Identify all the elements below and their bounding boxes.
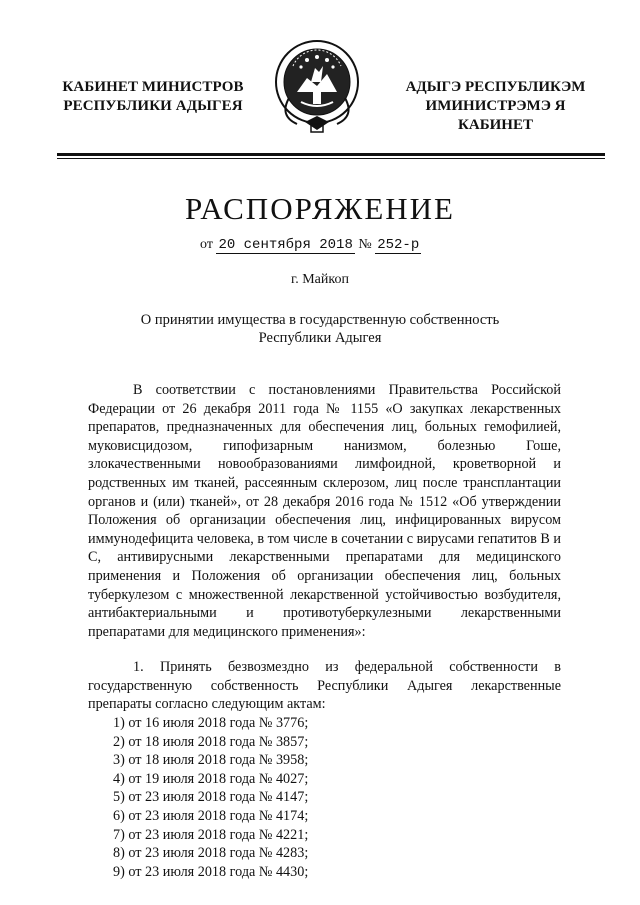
list-item: 1) от 16 июля 2018 года № 3776; (113, 715, 309, 731)
date-prefix: от (200, 237, 213, 252)
list-item: 5) от 23 июля 2018 года № 4147; (113, 789, 309, 806)
issuer-name-russian-line1: КАБИНЕТ МИНИСТРОВ (62, 79, 244, 95)
list-item: 7) от 23 июля 2018 года № 4221; (113, 826, 309, 843)
acts-list (113, 714, 308, 881)
document-city: г. Майкоп (291, 272, 349, 287)
list-item: 2) от 18 июля 2018 года № 3857; (113, 733, 309, 750)
number-sign: № (358, 237, 372, 252)
document-title: РАСПОРЯЖЕНИЕ (185, 191, 455, 226)
preamble-paragraph: В соответствии с постановлениями Правительства Российской Федерации от 26 декабря 2011 года № 1155 «О закупках лекарственных препаратов, предназначенных для обеспечения лиц, больных гемофилией, муковисцидозом, гипофизарным нанизмом, болезнью Гоше, злокачественными новообразованиями лимфоидной, кроветворной и родственных им тканей, рассеянным склерозом, лиц после трансплантации органов и (или) тканей», от 28 декабря 2016 года № 1512 «Об утверждении Положения об организации обеспечения лиц, инфицированных вирусом иммунодефицита человека, в том числе в сочетании с вирусами гепатитов В и С, антивирусными лекарственными препаратами для медицинского применения и Положения об организации обеспечения лиц, больных туберкулезом с множественной лекарственной устойчивостью возбудителя, антибактериальными и противотуберкулезными лекарственными препаратами для медицинского применения»: (88, 382, 561, 640)
list-item: 6) от 23 июля 2018 года № 4174; (113, 807, 309, 824)
list-item: 3) от 18 июля 2018 года № 3958; (113, 752, 309, 769)
list-item: 9) от 23 июля 2018 года № 4430; (113, 863, 309, 880)
coat-of-arms-icon (271, 36, 363, 136)
issuer-name-adyghe-line2: ИМИНИСТРЭМЭ Я КАБИНЕТ (425, 98, 566, 133)
list-item: 4) от 19 июля 2018 года № 4027; (113, 770, 309, 787)
issuer-name-russian (58, 78, 248, 116)
item-1-paragraph: 1. Принять безвозмездно из федеральной собственности в государственную собственность Республики Адыгея лекарственные препараты согласно следующим актам: (88, 659, 561, 713)
document-subject-line1: О принятии имущества в государственную собственность (140, 312, 500, 328)
document-subject-line2: Республики Адыгея (258, 330, 382, 346)
issuer-name-adyghe-line1: АДЫГЭ РЕСПУБЛИКЭМ (405, 79, 586, 95)
document-subject (0, 311, 640, 347)
document-number: 252-р (377, 237, 420, 253)
header-divider-thin (57, 158, 605, 159)
document-date-line (200, 237, 421, 253)
header-divider-thick (57, 153, 605, 156)
issuer-name-adyghe (388, 78, 603, 135)
list-item: 8) от 23 июля 2018 года № 4283; (113, 845, 309, 862)
document-date: 20 сентября 2018 (218, 237, 353, 253)
issuer-name-russian-line2: РЕСПУБЛИКИ АДЫГЕЯ (63, 98, 243, 114)
